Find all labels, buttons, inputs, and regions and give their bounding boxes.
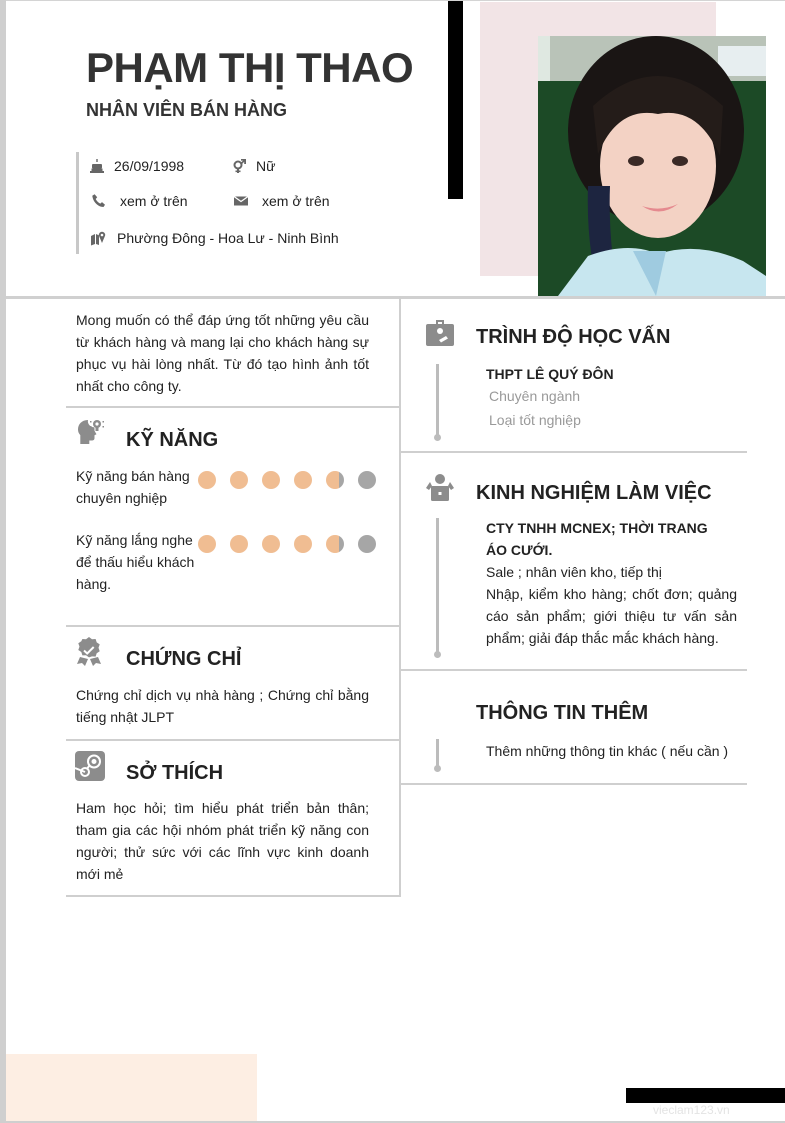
section-divider bbox=[66, 895, 399, 897]
experience-timeline bbox=[436, 518, 439, 655]
skill-label: Kỹ năng lắng nghe để thấu hiểu khách hàng. bbox=[76, 532, 195, 592]
certificate-badge-icon bbox=[75, 636, 105, 666]
job-position: Sale ; nhân viên kho, tiếp thị bbox=[486, 564, 662, 580]
education-timeline bbox=[436, 364, 439, 438]
rating-dot-filled bbox=[294, 535, 312, 553]
skills-title: KỸ NĂNG bbox=[126, 429, 219, 451]
decorative-peach-block bbox=[6, 1054, 257, 1121]
email-field bbox=[232, 192, 330, 210]
skill-rating bbox=[198, 535, 376, 553]
additional-info-title: THÔNG TIN THÊM bbox=[476, 702, 649, 724]
certificates-text: Chứng chỉ dịch vụ nhà hàng ; Chứng chỉ bằng tiếng nhật JLPT bbox=[76, 687, 369, 725]
education-grade: Loại tốt nghiệp bbox=[489, 412, 581, 428]
page-edge-left bbox=[0, 0, 6, 1123]
rating-dot-filled bbox=[198, 535, 216, 553]
envelope-icon bbox=[232, 192, 250, 210]
experience-title: KINH NGHIỆM LÀM VIỆC bbox=[476, 482, 712, 504]
section-divider bbox=[66, 625, 399, 627]
phone-field bbox=[90, 192, 188, 210]
hobbies-text: Ham học hỏi; tìm hiểu phát triển bản thân; tham gia các hội nhóm phát triển kỹ năng con người; thử sức với các lĩnh vực kinh doanh mới mẻ bbox=[76, 800, 369, 882]
phone-icon bbox=[90, 192, 108, 210]
hobbies-title: SỞ THÍCH bbox=[126, 762, 224, 784]
steam-icon bbox=[75, 751, 105, 781]
gender-icon bbox=[230, 157, 248, 175]
briefcase-user-icon bbox=[425, 318, 455, 348]
certificates-title: CHỨNG CHỈ bbox=[126, 648, 242, 670]
info-accent-bar bbox=[76, 152, 79, 254]
rating-dot-filled bbox=[230, 535, 248, 553]
header-divider bbox=[6, 296, 785, 299]
decorative-black-bar-bottom bbox=[626, 1088, 785, 1103]
rating-dot-filled bbox=[198, 471, 216, 489]
head-lightbulb-icon bbox=[75, 416, 105, 446]
birthday-value: 26/09/1998 bbox=[114, 158, 185, 174]
company-name: CTY TNHH MCNEX; THỜI TRANG ÁO CƯỚI. bbox=[486, 520, 708, 558]
career-objective-text: Mong muốn có thể đáp ứng tốt những yêu cầu từ khách hàng và mang lại cho khách hàng sự phục vụ hài lòng nhất. Từ đó tạo hình ảnh tốt nhất cho công ty. bbox=[76, 312, 369, 394]
job-description: Nhập, kiểm kho hàng; chốt đơn; quảng cáo sản phẩm; giới thiệu tư vấn sản phẩm; giải đáp thắc mắc khách hàng. bbox=[486, 586, 737, 646]
education-major: Chuyên ngành bbox=[489, 388, 581, 404]
column-divider bbox=[399, 296, 401, 897]
rating-dot-empty bbox=[358, 471, 376, 489]
map-marker-icon bbox=[89, 229, 107, 247]
section-divider bbox=[66, 406, 399, 408]
section-divider bbox=[66, 739, 399, 741]
section-divider bbox=[401, 783, 747, 785]
birthday-cake-icon bbox=[88, 157, 106, 175]
additional-info-text: Thêm những thông tin khác ( nếu cần ) bbox=[486, 743, 729, 759]
gender-field bbox=[230, 157, 275, 175]
birthday-field bbox=[88, 157, 184, 175]
phone-value: xem ở trên bbox=[120, 193, 188, 209]
skill-label: Kỹ năng bán hàng chuyên nghiệp bbox=[76, 468, 190, 506]
decorative-black-bar bbox=[448, 1, 463, 199]
skill-rating bbox=[198, 471, 376, 489]
email-value: xem ở trên bbox=[262, 193, 330, 209]
rating-dot-empty bbox=[358, 535, 376, 553]
rating-dot-filled bbox=[262, 535, 280, 553]
rating-dot-filled bbox=[294, 471, 312, 489]
rating-dot-filled bbox=[262, 471, 280, 489]
job-title: NHÂN VIÊN BÁN HÀNG bbox=[86, 100, 288, 120]
watermark: vieclam123.vn bbox=[653, 1103, 730, 1117]
page-edge-top bbox=[0, 0, 785, 1]
section-divider bbox=[401, 451, 747, 453]
section-divider bbox=[401, 669, 747, 671]
address-value: Phường Đông - Hoa Lư - Ninh Bình bbox=[117, 230, 339, 246]
gender-value: Nữ bbox=[256, 158, 276, 174]
education-title: TRÌNH ĐỘ HỌC VẤN bbox=[476, 326, 671, 348]
rating-dot-filled bbox=[230, 471, 248, 489]
candidate-name: PHẠM THỊ THAO bbox=[86, 44, 414, 91]
rating-dot-partial bbox=[326, 535, 344, 553]
additional-info-timeline bbox=[436, 739, 439, 769]
person-laptop-icon bbox=[425, 473, 455, 503]
rating-dot-partial bbox=[326, 471, 344, 489]
school-name: THPT LÊ QUÝ ĐÔN bbox=[486, 366, 614, 382]
profile-photo bbox=[538, 36, 766, 296]
address-field bbox=[89, 229, 339, 247]
